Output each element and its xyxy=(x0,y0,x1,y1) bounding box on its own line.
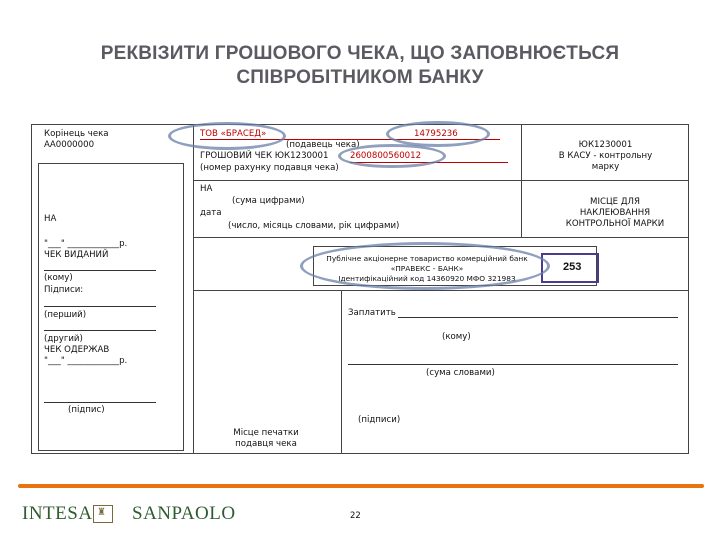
stub-header: Корінець чека xyxy=(44,129,109,139)
bank-stamp-line-1: Публічне акціонерне товариство комерційний банк xyxy=(326,254,528,263)
highlight-account-ellipse xyxy=(338,144,446,168)
check-account: 2600800560012 xyxy=(350,151,422,161)
divider-stub xyxy=(193,124,194,454)
divider-mid-row xyxy=(193,237,689,238)
stub-signature: (підпис) xyxy=(68,405,105,415)
logo-emblem-icon: ♜ xyxy=(93,505,113,523)
stub-rule-first xyxy=(44,306,156,307)
title-line-2: СПІВРОБІТНИКОМ БАНКУ xyxy=(236,67,484,88)
footer-accent-line xyxy=(18,484,704,488)
stub-na: НА xyxy=(44,214,57,224)
stub-box xyxy=(38,163,184,451)
check-sum-words: (сума словами) xyxy=(426,368,495,378)
control-code-caption: В КАСУ - контрольну xyxy=(558,151,653,161)
stub-rule-issued xyxy=(44,270,156,271)
check-pay-label: Заплатить xyxy=(348,308,396,318)
control-code: ЮК1230001 xyxy=(578,140,633,150)
check-sum-caption: (сума цифрами) xyxy=(232,196,305,206)
page-number: 22 xyxy=(350,511,361,521)
bank-logo xyxy=(22,503,236,525)
logo-text-left: INTESA xyxy=(22,503,92,524)
check-company-code: 14795236 xyxy=(414,129,458,139)
stub-first: (перший) xyxy=(44,310,87,320)
bank-stamp-line-2: «ПРАВЕКС - БАНК» xyxy=(390,264,464,273)
check-number-label: ГРОШОВИЙ ЧЕК ЮК1230001 xyxy=(200,151,329,161)
check-sum-words-rule xyxy=(348,364,678,365)
divider-stamp-column xyxy=(341,290,342,454)
stamp-number: 253 xyxy=(563,261,582,273)
stub-date-line: "___" ____________р. xyxy=(44,239,128,249)
page-title xyxy=(0,42,720,90)
bank-stamp-line-3: Ідентифікаційний код 14360920 МФО 321983 xyxy=(338,274,516,283)
check-na: НА xyxy=(200,184,213,194)
check-pay-rule xyxy=(398,317,678,318)
stub-issued: ЧЕК ВИДАНИЙ xyxy=(44,250,109,260)
control-code-caption-2: марку xyxy=(591,162,620,172)
stub-to-whom: (кому) xyxy=(44,273,73,283)
stub-rule-signature xyxy=(44,402,156,403)
stub-second: (другий) xyxy=(44,334,83,344)
stub-date-line-2: "___" ____________р. xyxy=(44,356,128,366)
check-signatures: (підписи) xyxy=(358,415,401,425)
control-mark-place-3: КОНТРОЛЬНОЇ МАРКИ xyxy=(565,219,665,229)
check-payer-caption: (подавець чека) xyxy=(286,140,360,150)
check-date-label: дата xyxy=(200,208,222,218)
check-stamp-place-2: подавця чека xyxy=(235,439,297,449)
stub-serial: АА0000000 xyxy=(44,140,95,150)
highlight-bank-ellipse xyxy=(300,242,550,290)
stub-received: ЧЕК ОДЕРЖАВ xyxy=(44,345,110,355)
check-date-caption: (число, місяць словами, рік цифрами) xyxy=(228,221,400,231)
divider-bank-row xyxy=(193,290,689,291)
check-company: ТОВ «БРАСЕД» xyxy=(200,129,267,139)
check-account-caption: (номер рахунку подавця чека) xyxy=(200,163,339,173)
control-mark-place-2: НАКЛЕЮВАННЯ xyxy=(579,208,651,218)
check-stamp-place: Місце печатки xyxy=(233,428,299,438)
stub-signatures: Підписи: xyxy=(44,285,84,295)
control-mark-place: МІСЦЕ ДЛЯ xyxy=(590,197,640,207)
highlight-company-ellipse xyxy=(168,122,286,150)
check-pay-to-whom: (кому) xyxy=(442,332,471,342)
logo-text-right: SANPAOLO xyxy=(132,503,236,524)
divider-top-row xyxy=(193,180,689,181)
highlight-code-ellipse xyxy=(386,121,490,147)
title-line-1: РЕКВІЗИТИ ГРОШОВОГО ЧЕКА, ЩО ЗАПОВНЮЄТЬСЯ xyxy=(100,43,620,64)
stub-rule-second xyxy=(44,330,156,331)
